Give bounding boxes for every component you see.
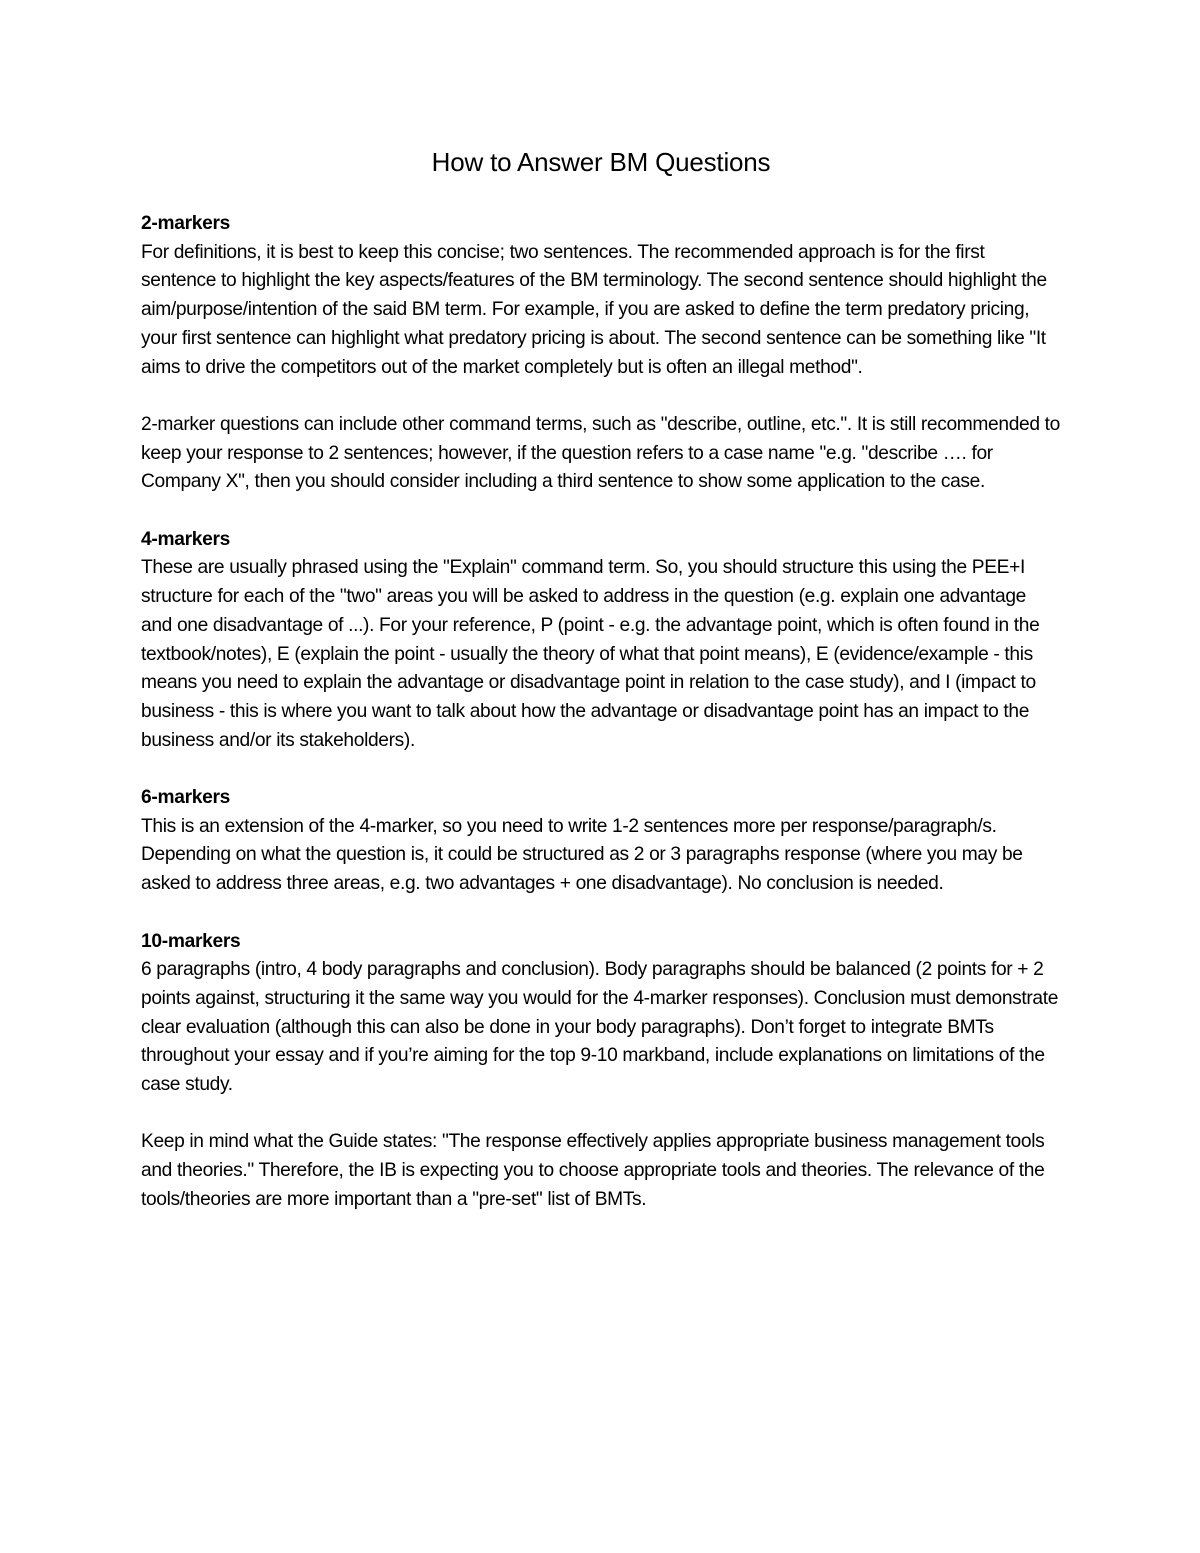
- section-paragraph: Keep in mind what the Guide states: "The response effectively applies appropriate business management tools and theories." Therefore, the IB is expecting you to choose appropriate tools and theories. The relevance of the tools/theories are more important than a "pre-set" list of BMTs.: [141, 1131, 1045, 1210]
- section-paragraph: 6 paragraphs (intro, 4 body paragraphs and conclusion). Body paragraphs should be balanced (2 points for + 2 points against, structuring it the same way you would for the 4-marker responses). Conclusion must demonstrate clear evaluation (although this can also be done in your body paragraphs). Don’t forget to integrate BMTs throughout your essay and if you’re aiming for the top 9-10 markband, include explanations on limitations of the case study.: [141, 959, 1059, 1096]
- section-paragraph: 2-marker questions can include other command terms, such as "describe, outline, etc.". It is still recommended to keep your response to 2 sentences; however, if the question refers to a case name "e.g. "describe …. for Company X", then you should consider including a third sentence to show some application to the case.: [141, 413, 1060, 493]
- section-2-markers-continued: [141, 411, 1061, 497]
- section-paragraph: These are usually phrased using the "Explain" command term. So, you should structure this using the PEE+I structure for each of the "two" areas you will be asked to address in the question (e.g. explain one advantage and one disadvantage of ...). For your reference, P (point - e.g. the advantage point, which is often found in the textbook/notes), E (explain the point - usually the theory of what that point means), E (evidence/example - this means you need to explain the advantage or disadvantage point in relation to the case study), and I (impact to business - this is where you want to talk about how the advantage or disadvantage point has an impact to the business and/or its stakeholders).: [141, 557, 1040, 751]
- section-heading: 2-markers: [141, 213, 231, 234]
- section-heading: 4-markers: [141, 528, 231, 550]
- section-heading: 6-markers: [141, 787, 231, 809]
- section-6-markers: [141, 784, 1061, 899]
- section-paragraph: For definitions, it is best to keep this concise; two sentences. The recommended approach is for the first sentence to highlight the key aspects/features of the BM terminology. The second sentence should highlight the aim/purpose/intention of the said BM term. For example, if you are asked to define the term predatory pricing, your first sentence can highlight what predatory pricing is about. The second sentence can be something like "It aims to drive the competitors out of the market completely but is often an illegal method".: [141, 241, 1047, 378]
- page-title: How to Answer BM Questions: [431, 147, 771, 177]
- section-10-markers: [141, 928, 1061, 1100]
- section-heading: 10-markers: [141, 930, 241, 952]
- section-4-markers: [141, 526, 1061, 756]
- document-page: [141, 140, 1061, 1243]
- section-paragraph: This is an extension of the 4-marker, so you need to write 1-2 sentences more per response/paragraph/s. Depending on what the question is, it could be structured as 2 or 3 paragraphs response (where you may be asked to address three areas, e.g. two advantages + one disadvantage). No conclusion is needed.: [141, 815, 1023, 895]
- section-2-markers: [141, 210, 1061, 382]
- section-guide-note: [141, 1128, 1061, 1214]
